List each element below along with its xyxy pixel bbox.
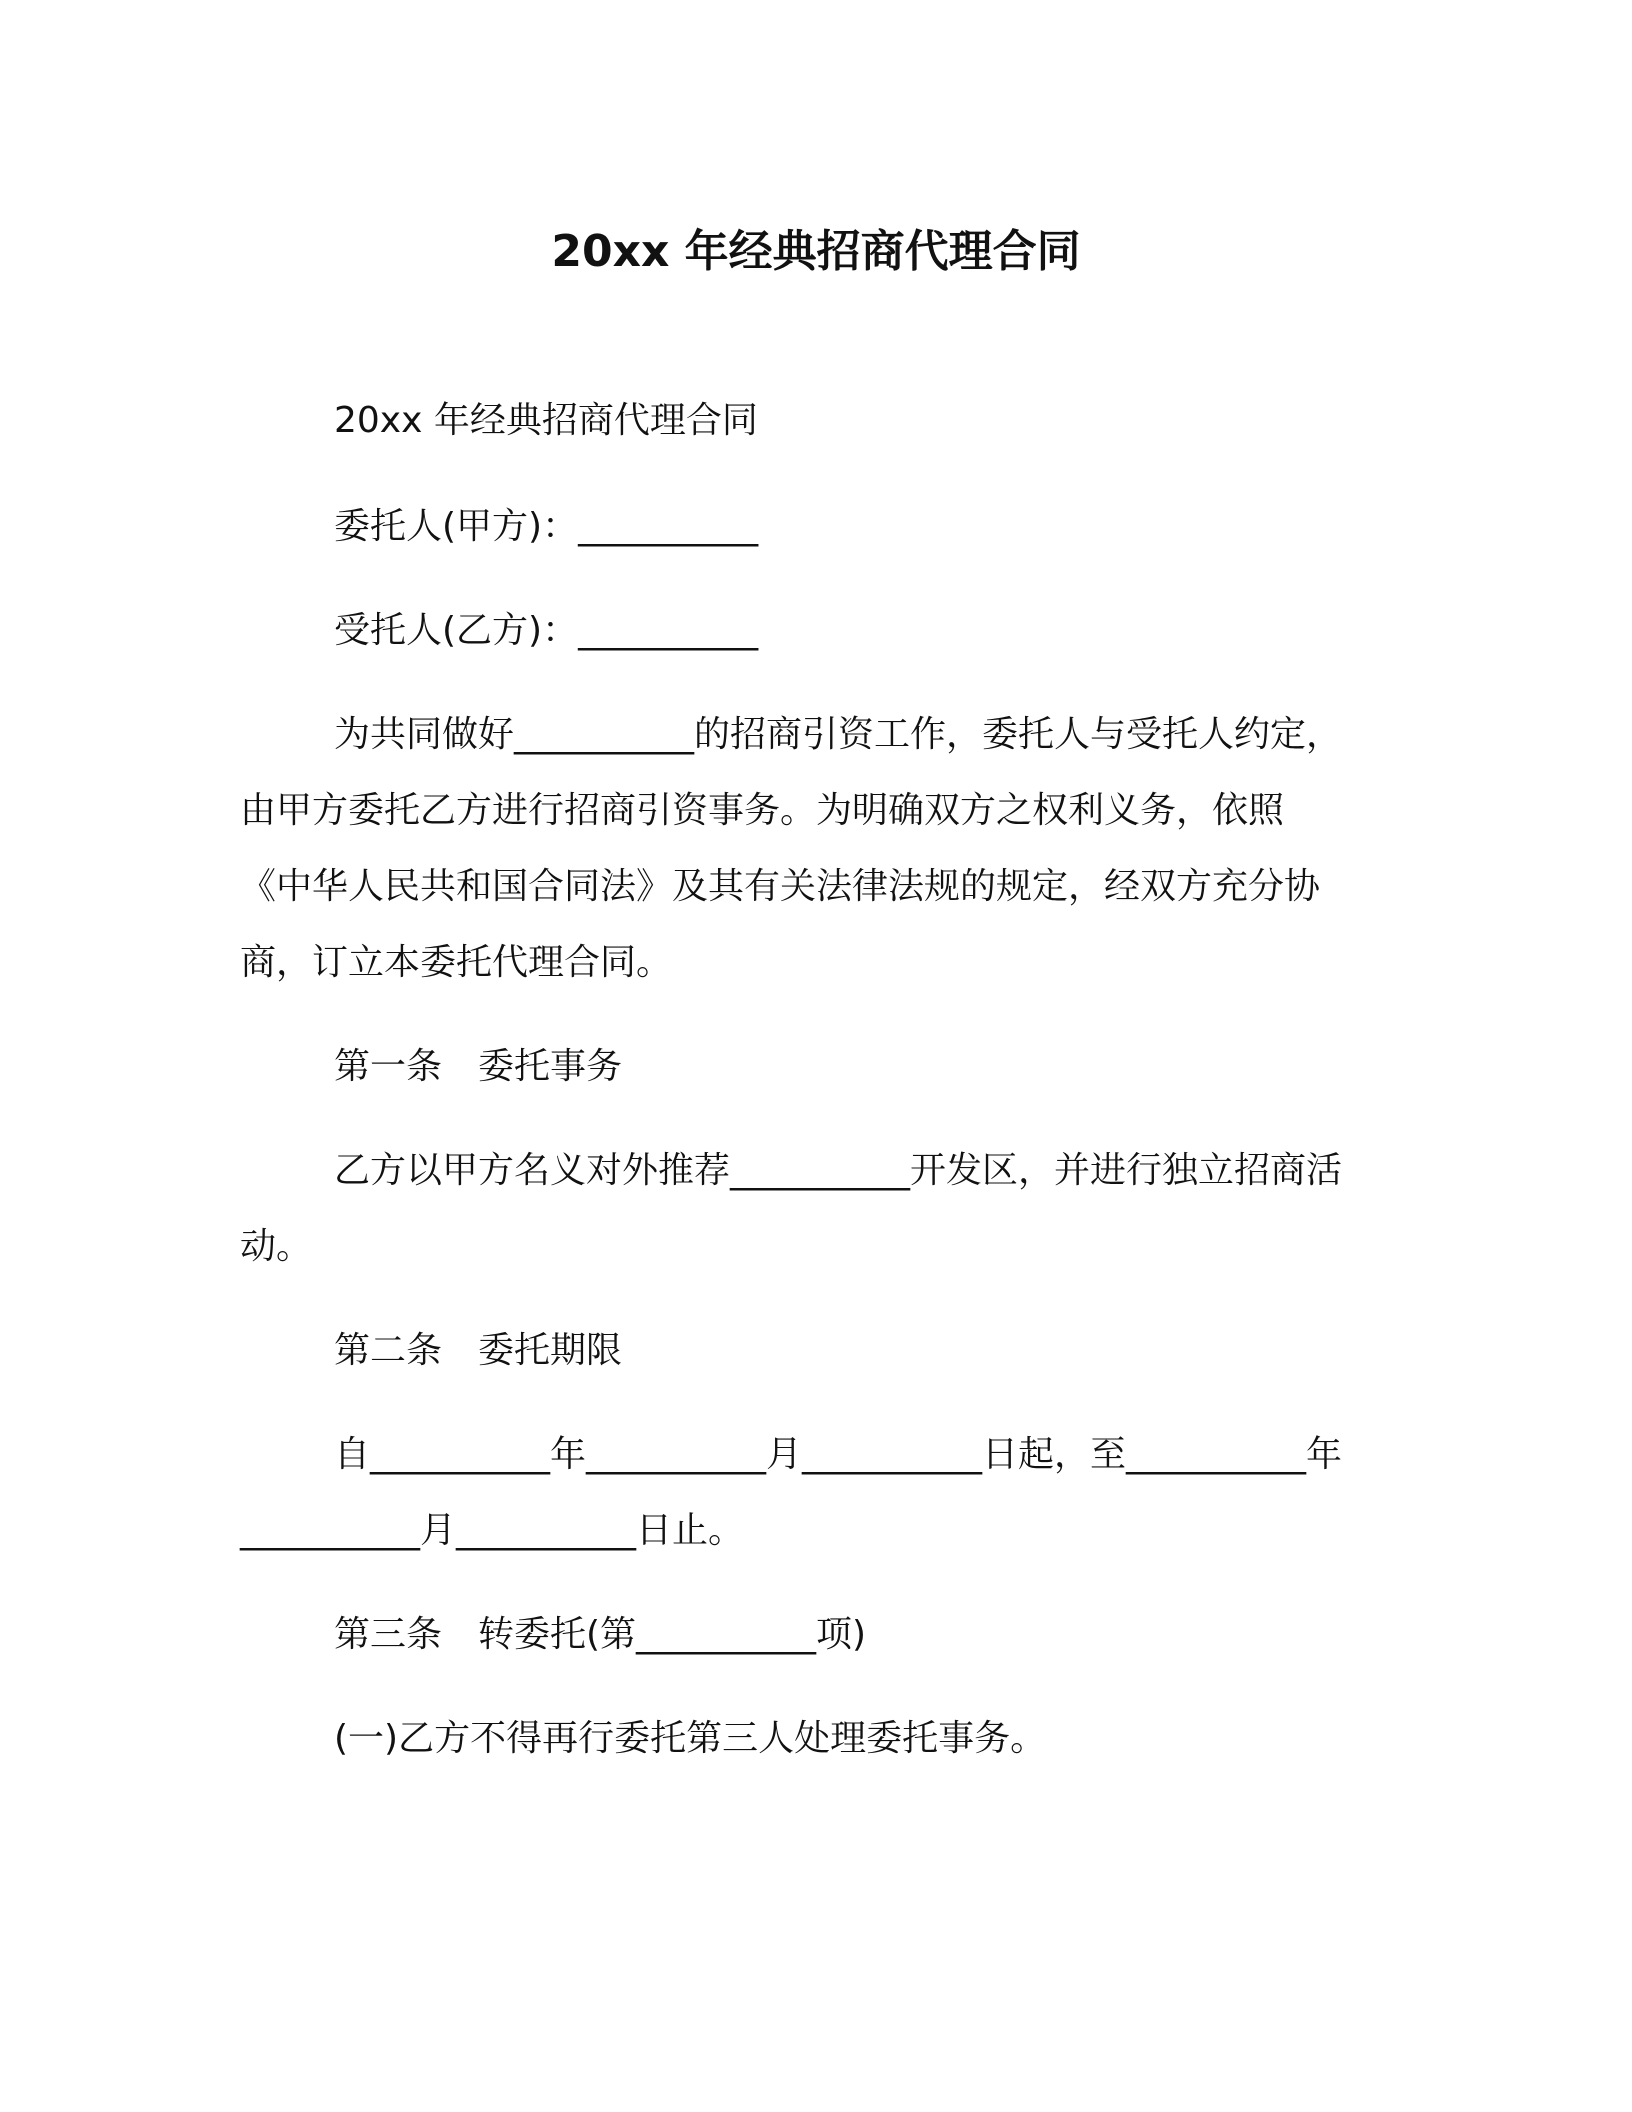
article-1-heading: 第一条 委托事务	[334, 1046, 623, 1087]
article-1-body-line-2: 动。	[240, 1226, 313, 1267]
preamble-line-2: 由甲方委托乙方进行招商引资事务。为明确双方之权利义务，依照	[240, 790, 1285, 831]
article-3-heading: 第三条 转委托(第__________项)	[334, 1614, 867, 1655]
article-2-body-line-1: 自__________年__________月__________日起，至__________年	[334, 1434, 1343, 1475]
party-b-line: 受托人(乙方)：__________	[334, 610, 759, 651]
party-a-line: 委托人(甲方)：__________	[334, 506, 759, 547]
subtitle-line: 20xx 年经典招商代理合同	[334, 400, 758, 441]
article-2-heading: 第二条 委托期限	[334, 1330, 623, 1371]
article-3-clause-1: (一)乙方不得再行委托第三人处理委托事务。	[334, 1718, 1047, 1759]
preamble-line-4: 商，订立本委托代理合同。	[240, 942, 673, 983]
document-title: 20xx 年经典招商代理合同	[551, 226, 1081, 277]
article-1-body-line-1: 乙方以甲方名义对外推荐__________开发区，并进行独立招商活	[334, 1150, 1343, 1191]
preamble-line-1: 为共同做好__________的招商引资工作，委托人与受托人约定，	[334, 714, 1343, 755]
preamble-line-3: 《中华人民共和国合同法》及其有关法律法规的规定，经双方充分协	[240, 866, 1321, 907]
article-2-body-line-2: __________月__________日止。	[240, 1510, 745, 1551]
